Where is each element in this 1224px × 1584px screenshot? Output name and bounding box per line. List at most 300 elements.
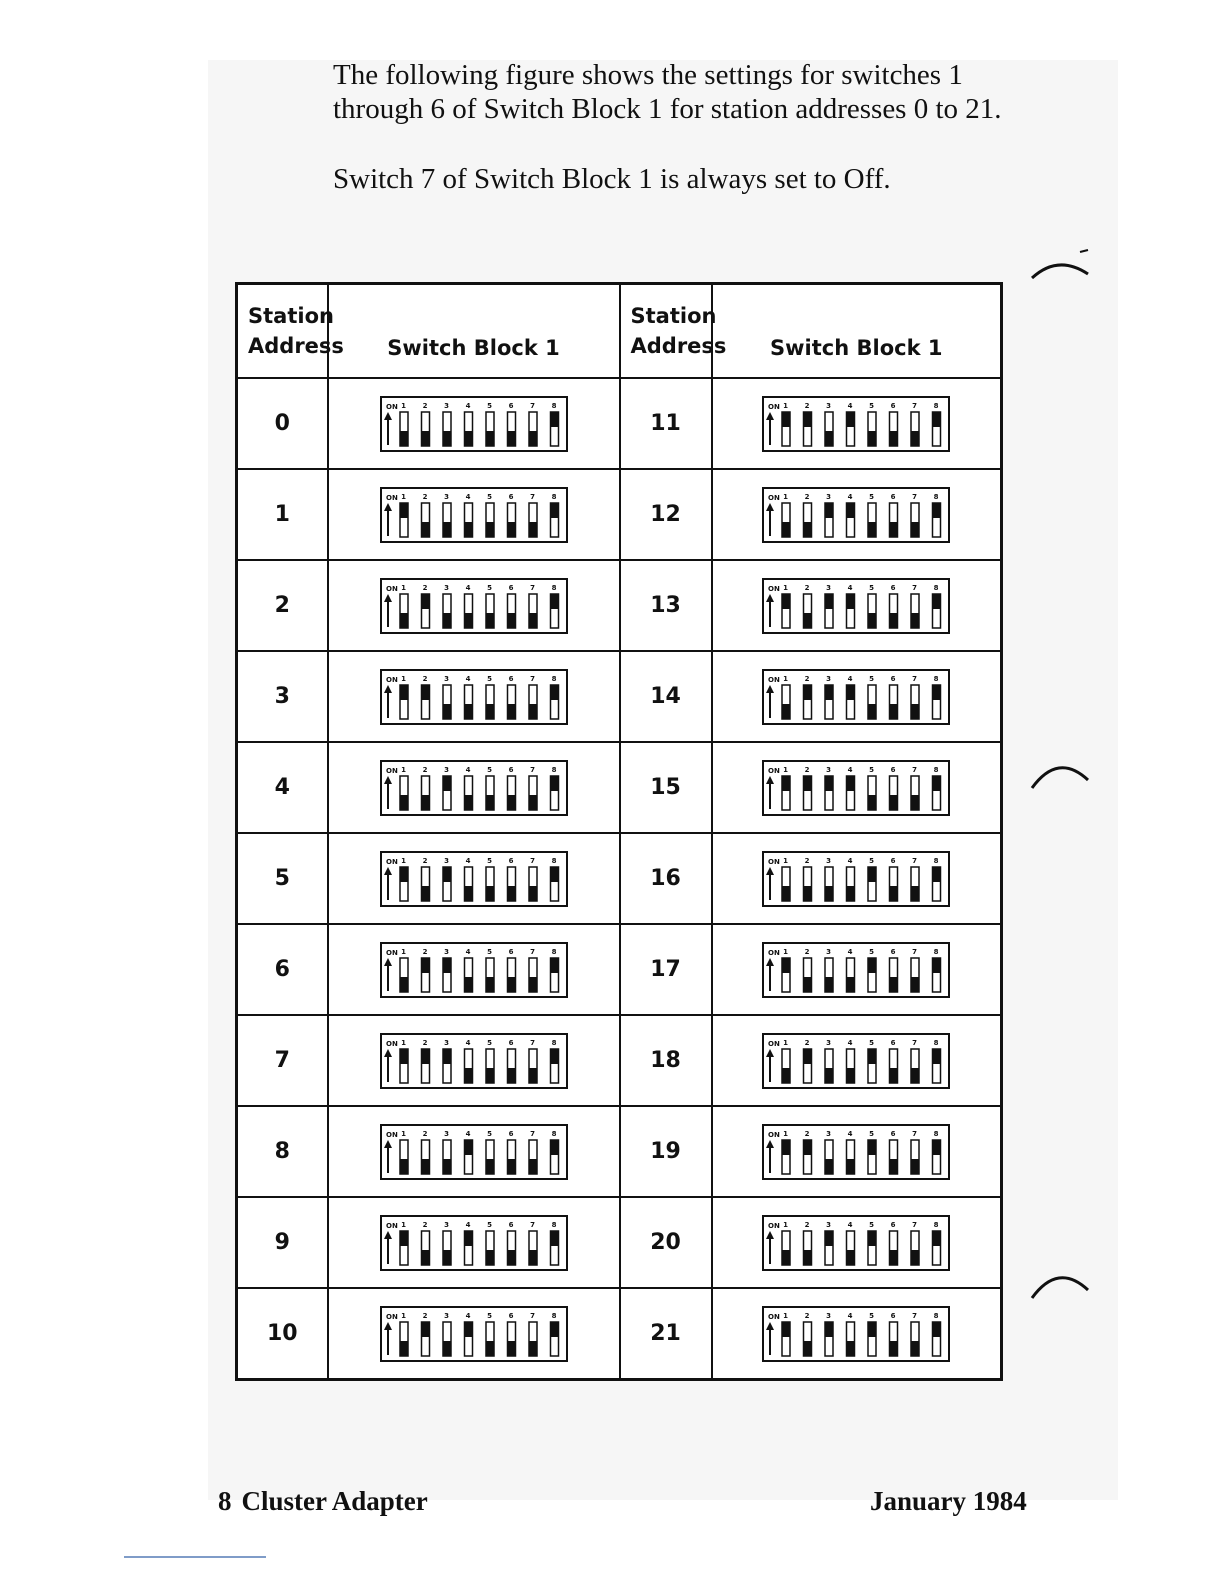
switch-block-cell bbox=[712, 742, 1002, 833]
switch-lever-off bbox=[507, 613, 515, 628]
dip-switch-6 bbox=[890, 776, 898, 810]
intro-text bbox=[333, 58, 1033, 232]
dip-switch-diagram bbox=[762, 669, 950, 725]
dip-switch-4 bbox=[847, 503, 855, 537]
switch-block-cell bbox=[712, 924, 1002, 1015]
dip-switch-1 bbox=[400, 1231, 408, 1265]
switch-number-label: 1 bbox=[400, 1311, 406, 1320]
dip-switch-3 bbox=[443, 503, 451, 537]
switch-lever-off bbox=[443, 1159, 451, 1174]
switch-block-cell bbox=[328, 378, 620, 469]
switch-block-cell bbox=[328, 651, 620, 742]
dip-switch-diagram bbox=[380, 487, 568, 543]
switch-lever-off bbox=[486, 522, 494, 537]
on-label: ON bbox=[385, 766, 398, 775]
dip-switch-8 bbox=[550, 1231, 558, 1265]
switch-lever-on bbox=[933, 1140, 941, 1155]
dip-switch-4 bbox=[464, 503, 472, 537]
switch-lever-on bbox=[421, 594, 429, 609]
on-label: ON bbox=[768, 1312, 781, 1321]
switch-lever-off bbox=[847, 977, 855, 992]
switch-lever-off bbox=[847, 1250, 855, 1265]
dip-switch-2 bbox=[421, 503, 429, 537]
station-address-cell: 4 bbox=[237, 742, 328, 833]
switch-lever-off bbox=[421, 886, 429, 901]
table-row bbox=[237, 742, 1002, 833]
switch-number-label: 1 bbox=[783, 492, 789, 501]
switch-lever-off bbox=[464, 431, 472, 446]
switch-lever-on bbox=[782, 412, 790, 427]
table-row bbox=[237, 1288, 1002, 1380]
switch-lever-off bbox=[486, 1250, 494, 1265]
on-label: ON bbox=[768, 1039, 781, 1048]
switch-lever-on bbox=[847, 594, 855, 609]
switch-number-label: 1 bbox=[400, 947, 406, 956]
on-label: ON bbox=[385, 1039, 398, 1048]
dip-switch-diagram bbox=[762, 396, 950, 452]
switch-lever-off bbox=[486, 1068, 494, 1083]
switch-lever-off bbox=[782, 1250, 790, 1265]
switch-number-label: 7 bbox=[912, 1129, 918, 1138]
dip-switch-1 bbox=[782, 1231, 790, 1265]
switch-lever-on bbox=[825, 1322, 833, 1337]
switch-lever-on bbox=[400, 867, 408, 882]
switch-number-label: 5 bbox=[869, 765, 875, 774]
switch-lever-off bbox=[507, 886, 515, 901]
switch-number-label: 2 bbox=[422, 583, 427, 592]
switch-number-label: 6 bbox=[508, 1311, 513, 1320]
switch-lever-on bbox=[933, 867, 941, 882]
dip-switch-3 bbox=[443, 594, 451, 628]
dip-switch-2 bbox=[804, 1231, 812, 1265]
switch-lever-off bbox=[443, 1341, 451, 1356]
switch-lever-off bbox=[464, 522, 472, 537]
switch-number-label: 1 bbox=[400, 1129, 406, 1138]
switch-lever-off bbox=[400, 431, 408, 446]
switch-number-label: 5 bbox=[486, 401, 492, 410]
switch-block-cell bbox=[328, 1197, 620, 1288]
on-label: ON bbox=[385, 1312, 398, 1321]
station-address-cell: 8 bbox=[237, 1106, 328, 1197]
section-title: Cluster Adapter bbox=[241, 1486, 428, 1516]
switch-number-label: 4 bbox=[847, 674, 853, 683]
dip-switch-5 bbox=[486, 867, 494, 901]
switch-number-label: 8 bbox=[551, 492, 556, 501]
dip-switch-8 bbox=[550, 867, 558, 901]
switch-lever-off bbox=[464, 704, 472, 719]
dip-switch-7 bbox=[529, 1322, 537, 1356]
switch-number-label: 4 bbox=[847, 947, 853, 956]
dip-switch-7 bbox=[911, 594, 919, 628]
switch-lever-on bbox=[421, 1049, 429, 1064]
switch-number-label: 5 bbox=[869, 856, 875, 865]
dip-switch-7 bbox=[529, 412, 537, 446]
dip-switch-4 bbox=[847, 1322, 855, 1356]
switch-block-header: Switch Block 1 bbox=[328, 284, 620, 379]
switch-number-label: 5 bbox=[486, 1311, 492, 1320]
dip-switch-8 bbox=[933, 867, 941, 901]
switch-lever-off bbox=[464, 1068, 472, 1083]
dip-switch-5 bbox=[486, 1231, 494, 1265]
dip-switch-5 bbox=[486, 594, 494, 628]
dip-switch-6 bbox=[507, 1231, 515, 1265]
dip-switch-7 bbox=[529, 776, 537, 810]
switch-lever-on bbox=[868, 867, 876, 882]
dip-switch-2 bbox=[804, 412, 812, 446]
dip-switch-4 bbox=[464, 685, 472, 719]
switch-lever-off bbox=[911, 1250, 919, 1265]
switch-lever-on bbox=[825, 1231, 833, 1246]
dip-switch-2 bbox=[804, 503, 812, 537]
on-label: ON bbox=[385, 584, 398, 593]
dip-switch-6 bbox=[507, 1322, 515, 1356]
switch-lever-off bbox=[507, 431, 515, 446]
dip-switch-7 bbox=[529, 594, 537, 628]
dip-switch-5 bbox=[868, 958, 876, 992]
dip-switch-6 bbox=[507, 1140, 515, 1174]
switch-lever-on bbox=[933, 958, 941, 973]
dip-switch-2 bbox=[421, 776, 429, 810]
switch-lever-off bbox=[868, 704, 876, 719]
dip-switch-5 bbox=[868, 1049, 876, 1083]
dip-switch-4 bbox=[847, 867, 855, 901]
switch-lever-on bbox=[847, 503, 855, 518]
switch-lever-off bbox=[421, 795, 429, 810]
dip-switch-8 bbox=[933, 1049, 941, 1083]
dip-switch-1 bbox=[782, 412, 790, 446]
switch-lever-off bbox=[782, 1068, 790, 1083]
switch-lever-off bbox=[804, 522, 812, 537]
switch-number-label: 5 bbox=[869, 674, 875, 683]
switch-lever-off bbox=[911, 1159, 919, 1174]
switch-lever-on bbox=[847, 685, 855, 700]
switch-number-label: 7 bbox=[529, 492, 535, 501]
switch-lever-on bbox=[421, 1322, 429, 1337]
dip-switch-2 bbox=[804, 1049, 812, 1083]
dip-switch-7 bbox=[529, 958, 537, 992]
switch-lever-on bbox=[464, 1231, 472, 1246]
switch-number-label: 2 bbox=[804, 1220, 810, 1229]
switch-lever-off bbox=[486, 886, 494, 901]
switch-number-label: 6 bbox=[890, 765, 896, 774]
switch-lever-off bbox=[804, 1250, 812, 1265]
dip-switch-diagram bbox=[380, 760, 568, 816]
switch-lever-off bbox=[911, 886, 919, 901]
dip-switch-3 bbox=[825, 1231, 833, 1265]
switch-number-label: 2 bbox=[422, 492, 427, 501]
switch-number-label: 3 bbox=[826, 1129, 832, 1138]
dip-switch-7 bbox=[911, 867, 919, 901]
switch-lever-on bbox=[804, 1140, 812, 1155]
dip-switch-6 bbox=[890, 867, 898, 901]
dip-switch-7 bbox=[911, 1140, 919, 1174]
switch-number-label: 4 bbox=[465, 492, 470, 501]
switch-number-label: 7 bbox=[912, 947, 918, 956]
switch-number-label: 5 bbox=[486, 583, 492, 592]
dip-switch-1 bbox=[782, 594, 790, 628]
dip-switch-5 bbox=[868, 594, 876, 628]
switch-number-label: 3 bbox=[826, 674, 832, 683]
switch-number-label: 5 bbox=[486, 947, 492, 956]
on-label: ON bbox=[768, 857, 781, 866]
switch-number-label: 7 bbox=[912, 765, 918, 774]
switch-lever-off bbox=[890, 613, 898, 628]
dip-switch-8 bbox=[550, 1140, 558, 1174]
switch-lever-on bbox=[550, 1049, 558, 1064]
dip-switch-diagram bbox=[380, 1306, 568, 1362]
switch-number-label: 8 bbox=[933, 492, 939, 501]
switch-number-label: 7 bbox=[529, 401, 535, 410]
switch-lever-on bbox=[550, 1322, 558, 1337]
dip-switch-2 bbox=[804, 1140, 812, 1174]
dip-switch-6 bbox=[890, 1140, 898, 1174]
dip-switch-8 bbox=[550, 1049, 558, 1083]
switch-lever-off bbox=[825, 886, 833, 901]
station-address-cell: 12 bbox=[620, 469, 712, 560]
dip-switch-1 bbox=[400, 412, 408, 446]
switch-lever-off bbox=[529, 704, 537, 719]
on-label: ON bbox=[768, 1221, 781, 1230]
switch-number-label: 4 bbox=[847, 1038, 853, 1047]
switch-number-label: 8 bbox=[551, 856, 556, 865]
station-address-cell: 15 bbox=[620, 742, 712, 833]
switch-number-label: 6 bbox=[508, 1038, 513, 1047]
switch-number-label: 3 bbox=[826, 947, 832, 956]
switch-number-label: 3 bbox=[443, 856, 449, 865]
switch-number-label: 5 bbox=[486, 1038, 492, 1047]
dip-switch-2 bbox=[804, 958, 812, 992]
switch-number-label: 7 bbox=[529, 856, 535, 865]
dip-switch-3 bbox=[825, 594, 833, 628]
switch-number-label: 3 bbox=[443, 1311, 449, 1320]
switch-lever-off bbox=[400, 1159, 408, 1174]
switch-number-label: 1 bbox=[783, 401, 789, 410]
switch-number-label: 2 bbox=[422, 1311, 427, 1320]
switch-number-label: 6 bbox=[890, 1311, 896, 1320]
switch-number-label: 8 bbox=[933, 1311, 939, 1320]
switch-number-label: 6 bbox=[508, 856, 513, 865]
switch-lever-off bbox=[911, 704, 919, 719]
switch-number-label: 5 bbox=[486, 1129, 492, 1138]
switch-number-label: 5 bbox=[486, 856, 492, 865]
switch-number-label: 3 bbox=[826, 1311, 832, 1320]
station-address-cell: 11 bbox=[620, 378, 712, 469]
switch-lever-off bbox=[782, 522, 790, 537]
switch-number-label: 5 bbox=[486, 674, 492, 683]
switch-lever-off bbox=[486, 704, 494, 719]
switch-number-label: 2 bbox=[804, 492, 810, 501]
switch-lever-on bbox=[933, 1231, 941, 1246]
switch-lever-off bbox=[911, 1068, 919, 1083]
dip-switch-6 bbox=[890, 958, 898, 992]
switch-number-label: 1 bbox=[783, 1129, 789, 1138]
dip-switch-8 bbox=[550, 958, 558, 992]
switch-number-label: 4 bbox=[847, 492, 853, 501]
on-label: ON bbox=[768, 493, 781, 502]
dip-switch-4 bbox=[847, 594, 855, 628]
dip-switch-4 bbox=[464, 412, 472, 446]
switch-lever-off bbox=[890, 795, 898, 810]
switch-lever-off bbox=[911, 431, 919, 446]
switch-lever-on bbox=[868, 1322, 876, 1337]
switch-number-label: 5 bbox=[869, 492, 875, 501]
switch-lever-on bbox=[400, 1231, 408, 1246]
switch-number-label: 8 bbox=[551, 1311, 556, 1320]
station-address-cell: 7 bbox=[237, 1015, 328, 1106]
switch-number-label: 4 bbox=[465, 674, 470, 683]
switch-number-label: 2 bbox=[422, 1129, 427, 1138]
station-address-cell: 2 bbox=[237, 560, 328, 651]
dip-switch-5 bbox=[486, 958, 494, 992]
switch-lever-on bbox=[804, 412, 812, 427]
switch-lever-on bbox=[421, 685, 429, 700]
switch-number-label: 3 bbox=[826, 492, 832, 501]
switch-lever-off bbox=[529, 1159, 537, 1174]
switch-lever-on bbox=[400, 503, 408, 518]
switch-number-label: 2 bbox=[422, 856, 427, 865]
dip-switch-6 bbox=[507, 685, 515, 719]
switch-number-label: 8 bbox=[933, 947, 939, 956]
dip-switch-4 bbox=[464, 867, 472, 901]
switch-lever-off bbox=[443, 431, 451, 446]
switch-lever-off bbox=[890, 1250, 898, 1265]
switch-number-label: 6 bbox=[508, 674, 513, 683]
switch-number-label: 4 bbox=[847, 1220, 853, 1229]
switch-number-label: 1 bbox=[400, 1220, 406, 1229]
station-address-cell: 20 bbox=[620, 1197, 712, 1288]
dip-switch-5 bbox=[486, 776, 494, 810]
switch-number-label: 1 bbox=[400, 583, 406, 592]
switch-number-label: 4 bbox=[465, 856, 470, 865]
dip-switch-5 bbox=[868, 867, 876, 901]
switch-lever-on bbox=[804, 1049, 812, 1064]
dip-switch-3 bbox=[825, 1322, 833, 1356]
dip-switch-1 bbox=[400, 594, 408, 628]
dip-switch-2 bbox=[421, 1231, 429, 1265]
switch-block-cell bbox=[712, 1015, 1002, 1106]
switch-number-label: 1 bbox=[783, 1038, 789, 1047]
dip-switch-7 bbox=[529, 1140, 537, 1174]
switch-block-cell bbox=[712, 1106, 1002, 1197]
dip-switch-4 bbox=[847, 958, 855, 992]
switch-lever-on bbox=[933, 776, 941, 791]
switch-lever-off bbox=[486, 1159, 494, 1174]
switch-number-label: 4 bbox=[465, 947, 470, 956]
switch-number-label: 1 bbox=[400, 765, 406, 774]
switch-number-label: 7 bbox=[529, 765, 535, 774]
switch-lever-off bbox=[782, 704, 790, 719]
dip-switch-1 bbox=[400, 503, 408, 537]
switch-lever-off bbox=[868, 795, 876, 810]
dip-switch-1 bbox=[400, 1140, 408, 1174]
switch-number-label: 6 bbox=[890, 492, 896, 501]
switch-number-label: 2 bbox=[804, 1038, 810, 1047]
switch-lever-on bbox=[868, 958, 876, 973]
switch-number-label: 6 bbox=[890, 674, 896, 683]
switch-number-label: 3 bbox=[443, 1038, 449, 1047]
switch-block-cell bbox=[712, 1288, 1002, 1380]
switch-number-label: 1 bbox=[400, 856, 406, 865]
switch-lever-on bbox=[782, 1322, 790, 1337]
table-row bbox=[237, 1197, 1002, 1288]
dip-switch-3 bbox=[825, 685, 833, 719]
switch-lever-off bbox=[825, 1068, 833, 1083]
dip-switch-5 bbox=[868, 412, 876, 446]
switch-number-label: 2 bbox=[422, 1038, 427, 1047]
switch-block-cell bbox=[328, 1288, 620, 1380]
dip-switch-8 bbox=[933, 1231, 941, 1265]
switch-number-label: 1 bbox=[783, 1311, 789, 1320]
switch-number-label: 1 bbox=[783, 674, 789, 683]
dip-switch-8 bbox=[550, 685, 558, 719]
switch-number-label: 1 bbox=[783, 765, 789, 774]
switch-lever-off bbox=[529, 795, 537, 810]
dip-switch-8 bbox=[550, 412, 558, 446]
switch-number-label: 3 bbox=[826, 1038, 832, 1047]
station-address-cell: 18 bbox=[620, 1015, 712, 1106]
dip-switch-2 bbox=[804, 776, 812, 810]
intro-paragraph: The following figure shows the settings for switches 1 through 6 of Switch Block 1 for station addresses 0 to 21. bbox=[333, 59, 1002, 125]
dip-switch-1 bbox=[400, 1322, 408, 1356]
dip-switch-1 bbox=[782, 685, 790, 719]
switch-number-label: 4 bbox=[847, 1311, 853, 1320]
switch-number-label: 8 bbox=[551, 1129, 556, 1138]
dip-switch-5 bbox=[868, 685, 876, 719]
dip-switch-diagram bbox=[762, 1215, 950, 1271]
on-label: ON bbox=[385, 948, 398, 957]
switch-lever-on bbox=[550, 412, 558, 427]
dip-switch-2 bbox=[804, 594, 812, 628]
switch-number-label: 8 bbox=[551, 1220, 556, 1229]
switch-number-label: 8 bbox=[933, 401, 939, 410]
switch-lever-off bbox=[529, 1068, 537, 1083]
switch-number-label: 1 bbox=[783, 856, 789, 865]
on-label: ON bbox=[768, 584, 781, 593]
switch-number-label: 6 bbox=[508, 583, 513, 592]
dip-switch-diagram bbox=[762, 487, 950, 543]
dip-switch-diagram bbox=[380, 669, 568, 725]
switch-number-label: 2 bbox=[804, 856, 810, 865]
dip-switch-7 bbox=[529, 685, 537, 719]
switch-number-label: 2 bbox=[804, 401, 810, 410]
switch-number-label: 5 bbox=[486, 765, 492, 774]
switch-block-cell bbox=[328, 833, 620, 924]
switch-number-label: 1 bbox=[783, 583, 789, 592]
dip-switch-5 bbox=[486, 503, 494, 537]
dip-switch-1 bbox=[782, 867, 790, 901]
dip-switch-3 bbox=[443, 1322, 451, 1356]
switch-number-label: 7 bbox=[912, 1220, 918, 1229]
switch-number-label: 6 bbox=[508, 1129, 513, 1138]
dip-switch-3 bbox=[443, 958, 451, 992]
dip-switch-7 bbox=[911, 685, 919, 719]
switch-block-cell bbox=[328, 1015, 620, 1106]
dip-switch-2 bbox=[421, 867, 429, 901]
dip-switch-diagram bbox=[762, 760, 950, 816]
switch-lever-off bbox=[464, 795, 472, 810]
switch-number-label: 7 bbox=[529, 1038, 535, 1047]
switch-number-label: 7 bbox=[529, 583, 535, 592]
station-address-header: Station Address bbox=[237, 284, 328, 379]
table-row bbox=[237, 560, 1002, 651]
switch-lever-off bbox=[847, 1068, 855, 1083]
switch-lever-off bbox=[486, 613, 494, 628]
switch-number-label: 1 bbox=[400, 492, 406, 501]
table-row bbox=[237, 833, 1002, 924]
switch-lever-on bbox=[464, 1322, 472, 1337]
dip-switch-diagram bbox=[762, 851, 950, 907]
dip-switch-diagram bbox=[762, 942, 950, 998]
